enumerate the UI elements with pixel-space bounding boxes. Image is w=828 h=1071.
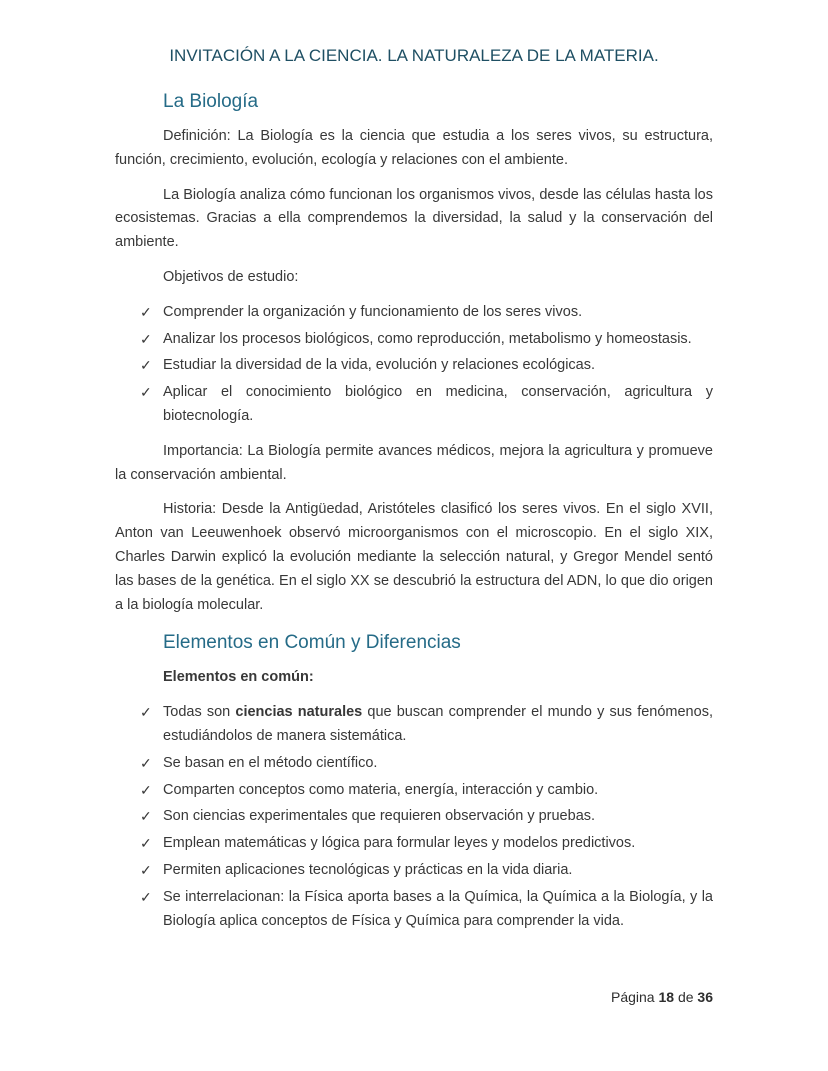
check-bullet-icon: ✓ [140,888,152,905]
list-item [115,832,713,856]
paragraph-historia: Historia: Desde la Antigüedad, Aristóteles clasificó los seres vivos. En el siglo XVII, Anton van Leeuwenhoek observó microorganismos con el microscopio. En el siglo XIX, Charles Darwin explicó la evolución mediante la selección natural, y Gregor Mendel sentó las bases de la genética. En el siglo XX se descubrió la estructura del ADN, lo que dio origen a la biología molecular. [115,501,713,613]
list-item-text: Se interrelacionan: la Física aporta bases a la Química, la Química a la Biología, y la Biología aplica conceptos de Física y Química para comprender la vida. [163,888,713,929]
document-title: INVITACIÓN A LA CIENCIA. LA NATURALEZA DE LA MATERIA. [169,46,659,65]
check-bullet-icon: ✓ [140,704,152,721]
list-item [115,859,713,883]
list-item-text: Aplicar el conocimiento biológico en medicina, conservación, agricultura y biotecnología. [163,384,713,424]
subheading-elementos-comun: Elementos en común: [163,669,314,686]
check-bullet-icon: ✓ [140,303,152,320]
list-item-text-bold: ciencias naturales [235,704,363,721]
list-item [115,354,713,378]
list-item-text: Comparten conceptos como materia, energía, interacción y cambio. [163,781,599,798]
list-item [115,381,713,429]
section-heading-elementos: Elementos en Común y Diferencias [163,632,461,654]
list-item-text: Estudiar la diversidad de la vida, evolución y relaciones ecológicas. [163,357,596,374]
footer-total-pages: 36 [697,989,713,1005]
list-item-text: Permiten aplicaciones tecnológicas y prácticas en la vida diaria. [163,861,573,878]
elementos-comunes-list [115,701,713,933]
list-item-text: Se basan en el método científico. [163,754,378,771]
paragraph-objetivos-label: Objetivos de estudio: [163,268,299,285]
list-item-text: Comprender la organización y funcionamiento de los seres vivos. [163,303,583,320]
footer-page-label: Página [611,989,659,1005]
list-item [115,328,713,352]
objetivos-list [115,301,713,429]
list-item [115,752,713,776]
check-bullet-icon: ✓ [140,330,152,347]
check-bullet-icon: ✓ [140,384,152,401]
check-bullet-icon: ✓ [140,781,152,798]
list-item-text: Analizar los procesos biológicos, como reproducción, metabolismo y homeostasis. [163,330,692,347]
list-item [115,886,713,934]
paragraph-importancia: Importancia: La Biología permite avances médicos, mejora la agricultura y promueve la conservación ambiental. [115,442,713,483]
paragraph-analiza: La Biología analiza cómo funcionan los organismos vivos, desde las células hasta los ecosistemas. Gracias a ella comprendemos la diversidad, la salud y la conservación del ambiente. [115,186,713,251]
page-footer [611,989,713,1005]
check-bullet-icon: ✓ [140,754,152,771]
list-item-text: Son ciencias experimentales que requieren observación y pruebas. [163,808,596,825]
section-heading-la-biologia: La Biología [163,91,259,112]
list-item [115,301,713,325]
footer-page-number: 18 [658,989,675,1005]
footer-of-label: de [674,989,698,1005]
list-item-text: Emplean matemáticas y lógica para formular leyes y modelos predictivos. [163,835,636,852]
check-bullet-icon: ✓ [140,808,152,825]
check-bullet-icon: ✓ [140,861,152,878]
list-item [115,805,713,829]
list-item [115,779,713,803]
check-bullet-icon: ✓ [140,357,152,374]
list-item-text-pre: Todas son [163,704,236,721]
paragraph-definicion: Definición: La Biología es la ciencia que estudia a los seres vivos, su estructura, función, crecimiento, evolución, ecología y relaciones con el ambiente. [115,128,713,168]
list-item [115,701,713,749]
list-item-text-post: que buscan comprender el mundo y sus fenómenos, estudiándolos de manera sistemática. [163,704,713,744]
check-bullet-icon: ✓ [140,835,152,852]
